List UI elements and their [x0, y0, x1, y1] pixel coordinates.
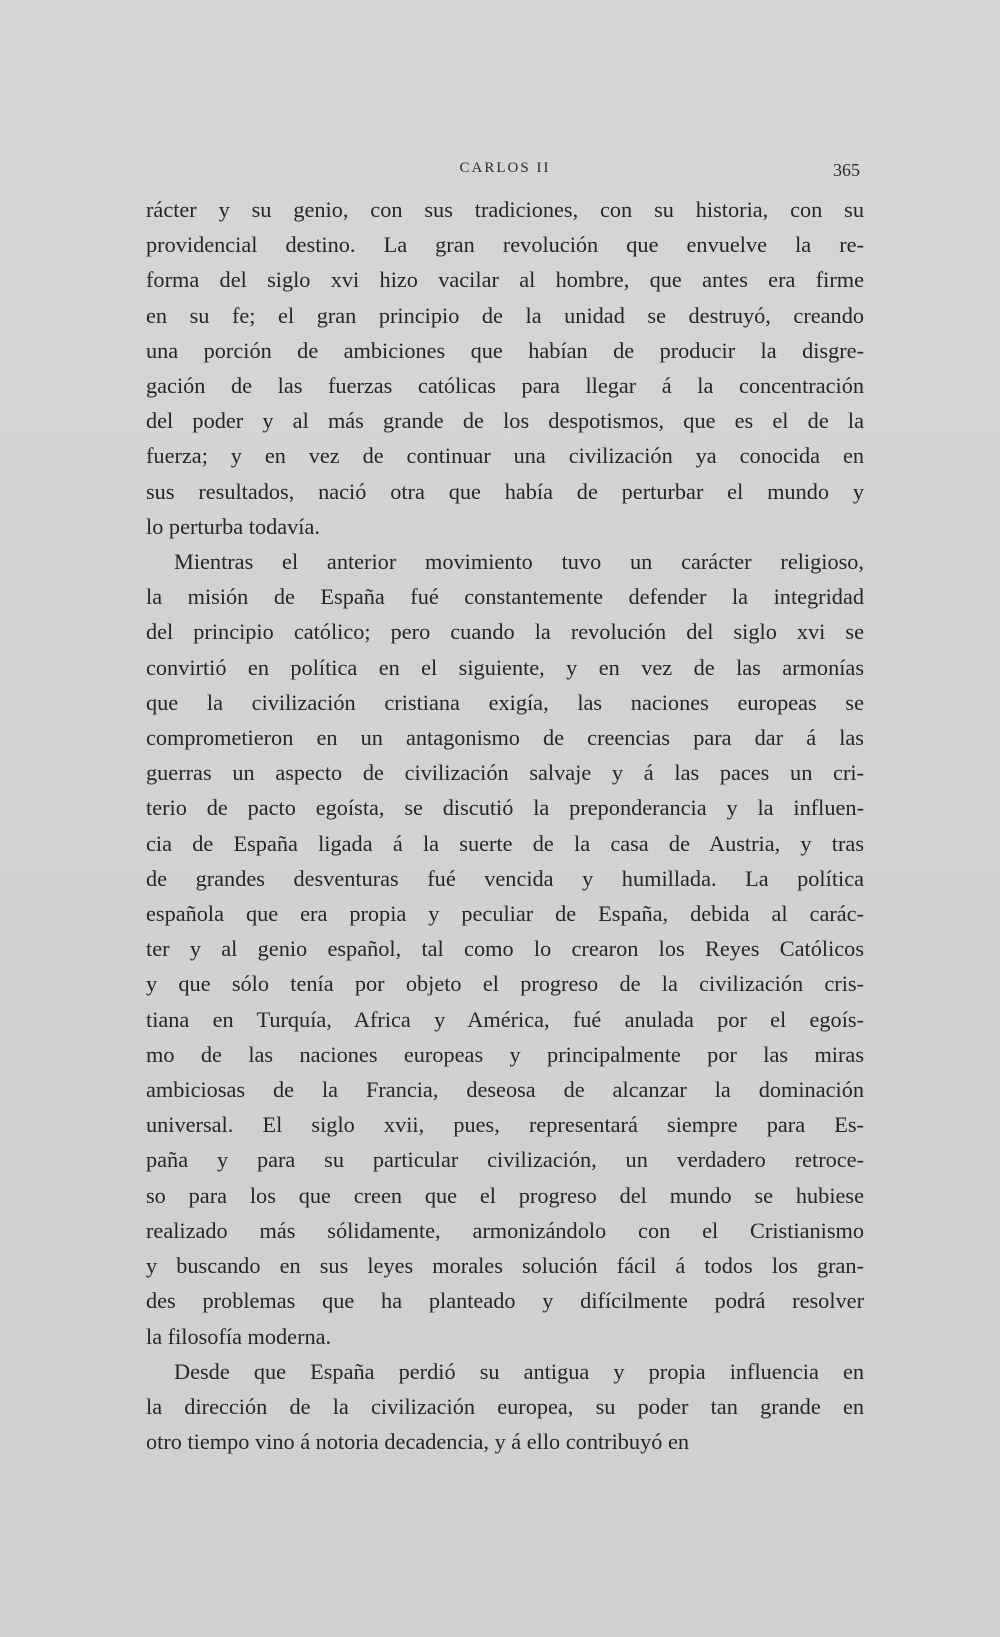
- text-line: cia de España ligada á la suerte de la casa de Austria, y tras: [146, 830, 864, 856]
- text-line: y buscando en sus leyes morales solución fácil á todos los gran-: [146, 1253, 864, 1279]
- text-line: de grandes desventuras fué vencida y humillada. La política: [146, 865, 864, 891]
- text-line: española que era propia y peculiar de España, debida al carác-: [146, 901, 864, 927]
- text-line: la dirección de la civilización europea, su poder tan grande en: [146, 1393, 864, 1419]
- text-line: guerras un aspecto de civilización salvaje y á las paces un cri-: [146, 760, 864, 786]
- paragraph: [146, 544, 864, 1354]
- text-line: del poder y al más grande de los despotismos, que es el de la: [146, 408, 864, 434]
- text-line: una porción de ambiciones que habían de producir la disgre-: [146, 337, 864, 363]
- text-line: Mientras el anterior movimiento tuvo un carácter religioso,: [174, 549, 864, 575]
- text-line: forma del siglo xvi hizo vacilar al hombre, que antes era firme: [146, 267, 864, 293]
- text-line: rácter y su genio, con sus tradiciones, con su historia, con su: [146, 197, 864, 222]
- text-line: en su fe; el gran principio de la unidad se destruyó, creando: [146, 302, 864, 328]
- paragraph: [146, 1354, 864, 1460]
- text-line: terio de pacto egoísta, se discutió la preponderancia y la influen-: [146, 795, 864, 821]
- text-line: realizado más sólidamente, armonizándolo con el Cristianismo: [146, 1217, 864, 1243]
- text-line: del principio católico; pero cuando la revolución del siglo xvi se: [146, 619, 864, 645]
- text-line: paña y para su particular civilización, un verdadero retroce-: [146, 1147, 864, 1173]
- text-line: la misión de España fué constantemente defender la integridad: [146, 584, 864, 610]
- text-line: que la civilización cristiana exigía, las naciones europeas se: [146, 689, 864, 715]
- text-line: fuerza; y en vez de continuar una civilización ya conocida en: [146, 443, 864, 469]
- text-line: comprometieron en un antagonismo de creencias para dar á las: [146, 725, 864, 751]
- body-text: [146, 192, 864, 1459]
- text-line: ambiciosas de la Francia, deseosa de alcanzar la dominación: [146, 1077, 864, 1103]
- running-head: [150, 160, 860, 184]
- text-line: gación de las fuerzas católicas para llegar á la concentración: [146, 373, 864, 399]
- text-line: y que sólo tenía por objeto el progreso de la civilización cris-: [146, 971, 864, 997]
- text-line: so para los que creen que el progreso del mundo se hubiese: [146, 1182, 864, 1208]
- text-line: Desde que España perdió su antigua y propia influencia en: [174, 1358, 864, 1384]
- text-line: universal. El siglo xvii, pues, representará siempre para Es-: [146, 1112, 864, 1138]
- text-line: otro tiempo vino á notoria decadencia, y á ello contribuyó en: [146, 1429, 689, 1455]
- text-line: ter y al genio español, tal como lo crearon los Reyes Católicos: [146, 936, 864, 962]
- text-line: providencial destino. La gran revolución que envuelve la re-: [146, 232, 864, 258]
- text-line: tiana en Turquía, Africa y América, fué anulada por el egoís-: [146, 1006, 864, 1032]
- paragraph: [146, 192, 864, 544]
- running-title: CARLOS II: [459, 160, 551, 176]
- text-line: des problemas que ha planteado y difícilmente podrá resolver: [146, 1288, 864, 1314]
- text-line: mo de las naciones europeas y principalmente por las miras: [146, 1041, 864, 1067]
- text-line: sus resultados, nació otra que había de perturbar el mundo y: [146, 478, 864, 504]
- text-line: convirtió en política en el siguiente, y en vez de las armonías: [146, 654, 864, 680]
- page-number: 365: [833, 160, 860, 180]
- text-line: lo perturba todavía.: [146, 513, 320, 539]
- text-line: la filosofía moderna.: [146, 1323, 332, 1349]
